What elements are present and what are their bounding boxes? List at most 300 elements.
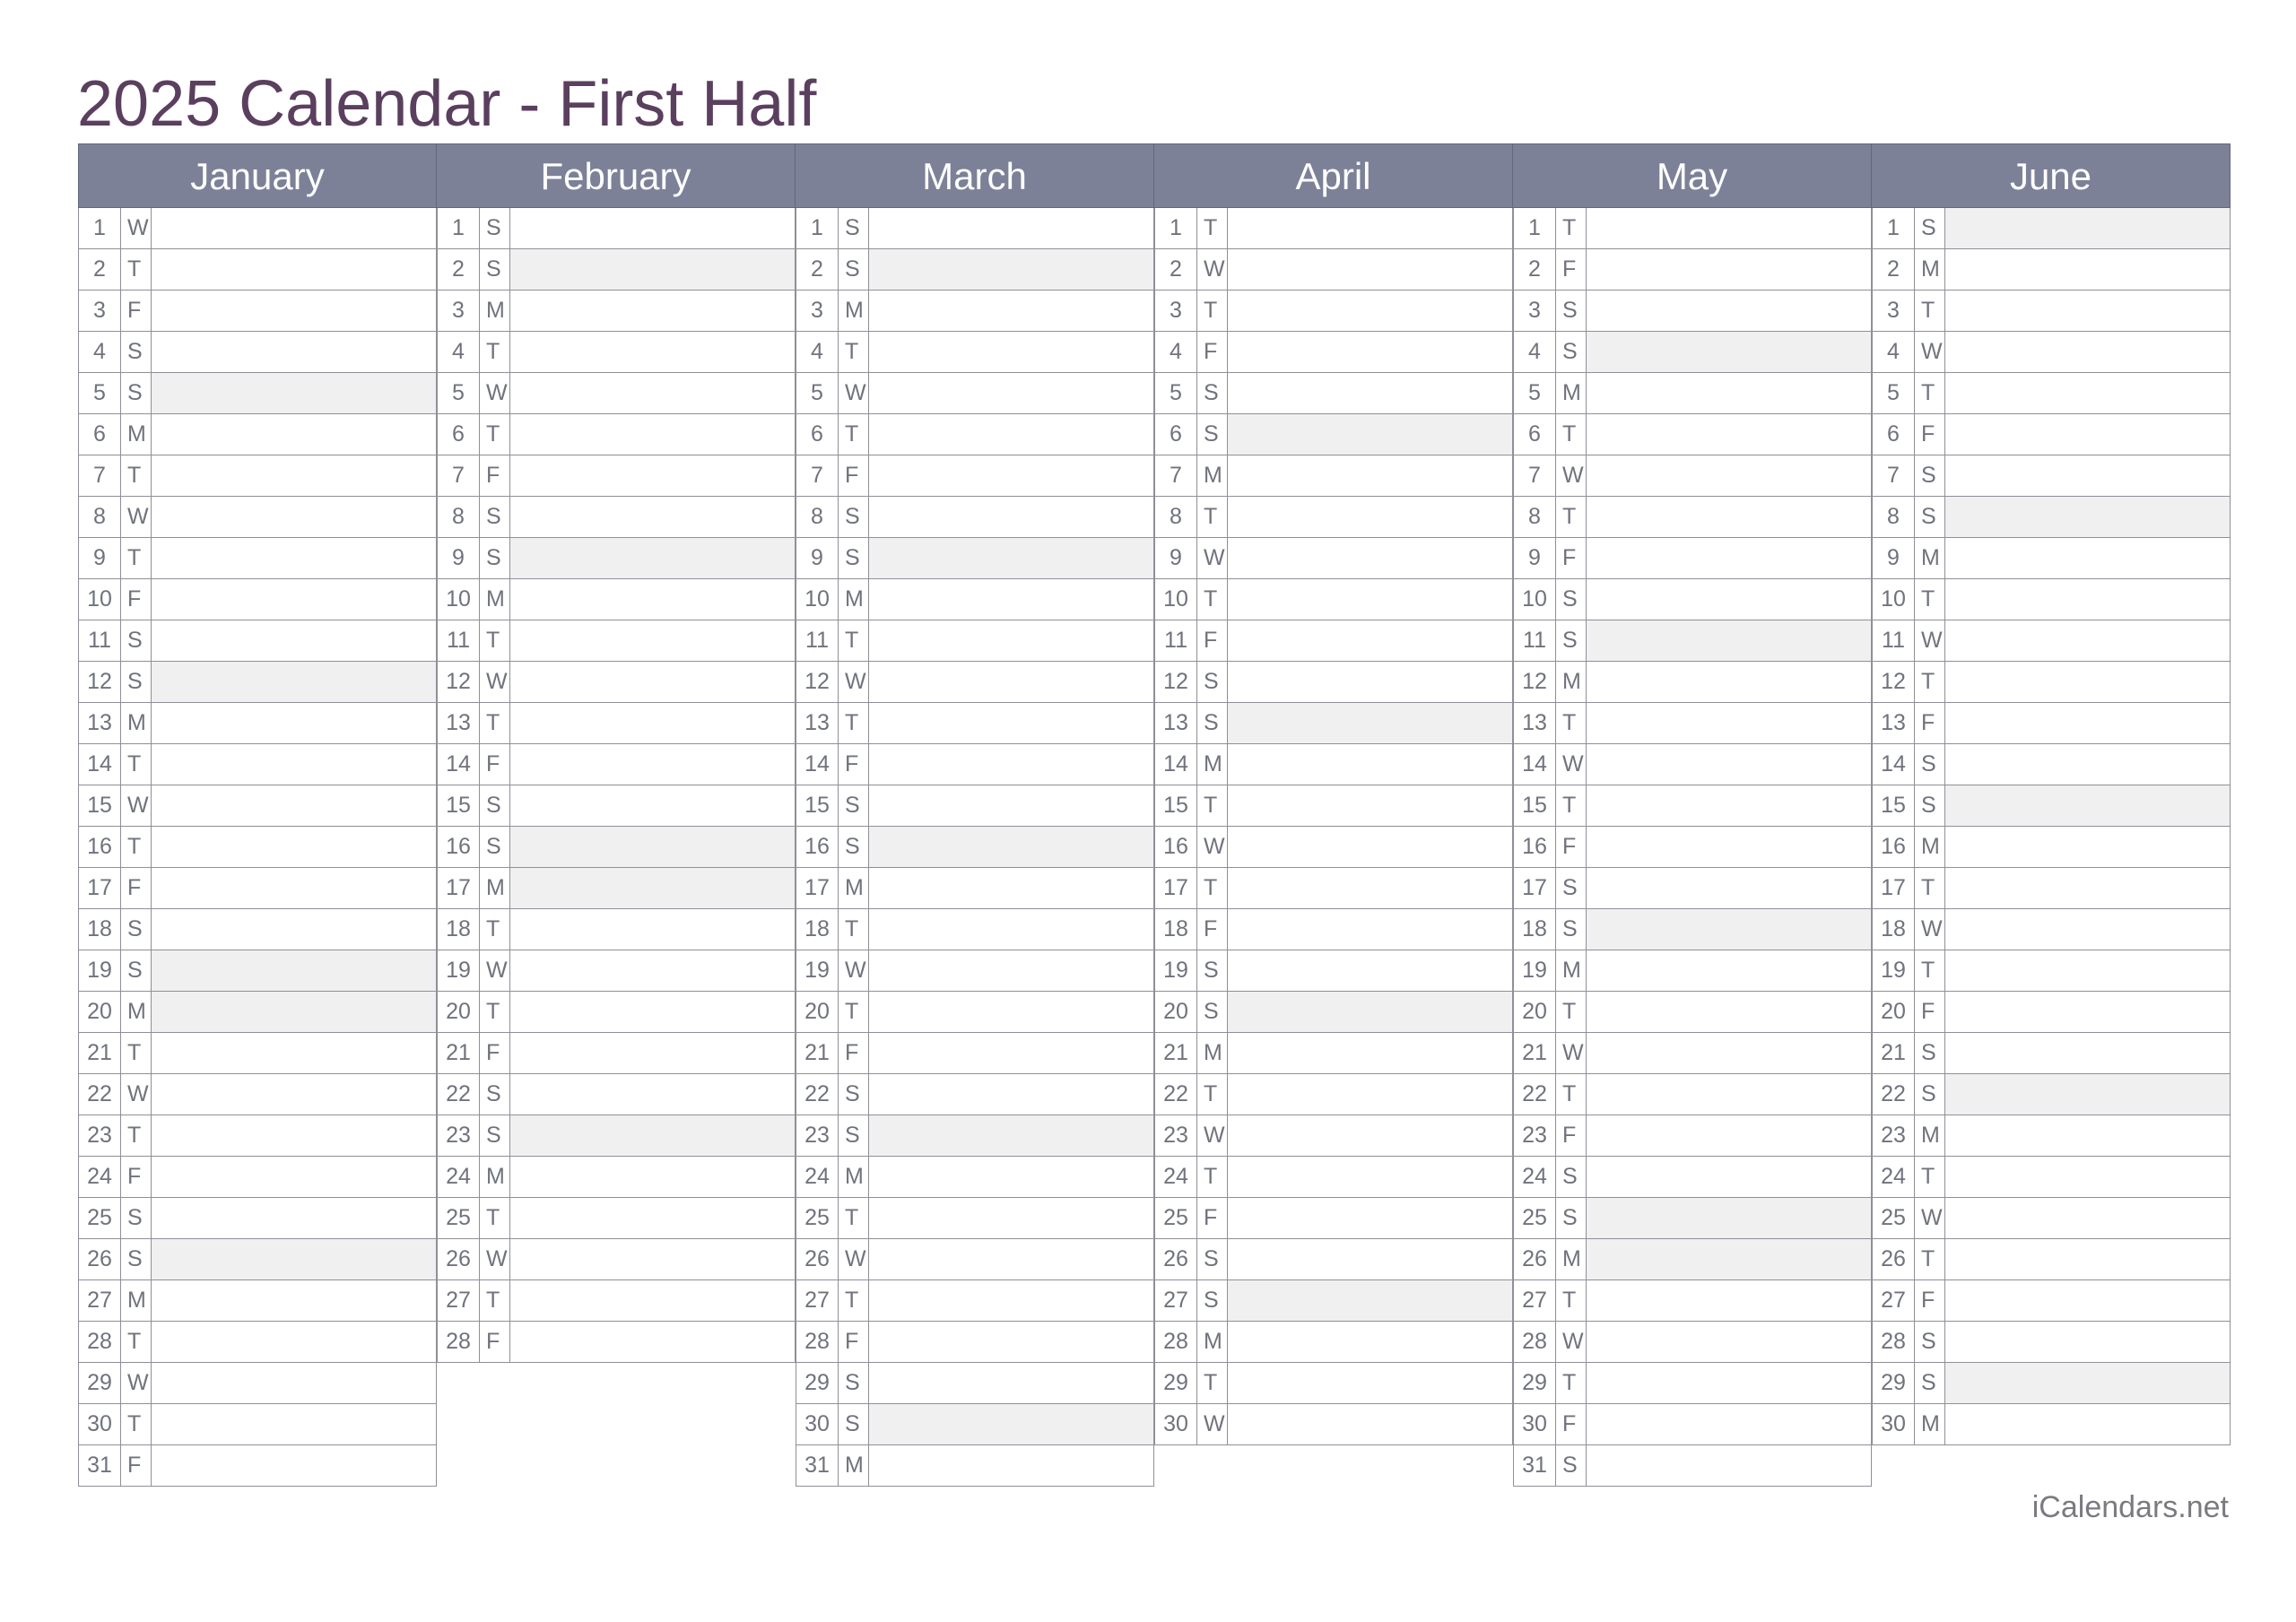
weekday-letter: M: [1915, 1115, 1945, 1156]
day-number: 9: [79, 538, 121, 578]
day-number: 3: [1155, 291, 1197, 331]
day-number: 9: [438, 538, 480, 578]
weekday-letter: S: [1197, 703, 1228, 743]
note-cell: [510, 703, 795, 743]
note-cell: [1228, 1198, 1512, 1238]
day-row: [1514, 1280, 1871, 1322]
day-number: 24: [1873, 1157, 1915, 1197]
day-row: [1873, 1198, 2230, 1239]
day-number: 1: [438, 208, 480, 248]
note-cell: [1228, 497, 1512, 537]
day-row: [1873, 909, 2230, 950]
day-row: [79, 992, 436, 1033]
day-row: [796, 785, 1153, 827]
day-number: 13: [1873, 703, 1915, 743]
day-number: 22: [1873, 1074, 1915, 1115]
day-number: 16: [1514, 827, 1556, 867]
weekday-letter: S: [839, 785, 869, 826]
day-number: 31: [796, 1445, 839, 1486]
note-cell: [152, 620, 436, 661]
day-number: 30: [79, 1404, 121, 1444]
day-row: [1155, 1157, 1512, 1198]
day-row: [79, 1404, 436, 1445]
weekday-letter: T: [1915, 1239, 1945, 1279]
day-row: [1514, 703, 1871, 744]
note-cell: [869, 703, 1153, 743]
day-row: [1873, 827, 2230, 868]
note-cell: [1945, 1239, 2230, 1279]
day-number: 13: [1155, 703, 1197, 743]
day-number: 15: [79, 785, 121, 826]
day-row: [1155, 662, 1512, 703]
day-number: 29: [796, 1363, 839, 1403]
note-cell: [510, 1280, 795, 1321]
day-number: 25: [438, 1198, 480, 1238]
note-cell: [1587, 414, 1871, 455]
month-header: January: [78, 143, 437, 208]
day-row: [1514, 744, 1871, 785]
weekday-letter: S: [839, 1115, 869, 1156]
weekday-letter: T: [839, 620, 869, 661]
day-number: 16: [1873, 827, 1915, 867]
note-cell: [869, 744, 1153, 785]
day-row: [1873, 785, 2230, 827]
day-number: 17: [1155, 868, 1197, 908]
weekday-letter: M: [480, 579, 510, 620]
day-row: [79, 785, 436, 827]
day-row: [1873, 497, 2230, 538]
day-row: [796, 1363, 1153, 1404]
day-row: [1155, 1363, 1512, 1404]
note-cell: [1587, 1363, 1871, 1403]
day-number: 5: [1873, 373, 1915, 413]
day-number: 12: [796, 662, 839, 702]
note-cell: [152, 1363, 436, 1403]
note-cell: [152, 414, 436, 455]
day-row: [438, 1198, 795, 1239]
month-header: March: [796, 143, 1154, 208]
day-number: 8: [796, 497, 839, 537]
day-number: 26: [1873, 1239, 1915, 1279]
day-number: 19: [1873, 950, 1915, 991]
day-row: [438, 1033, 795, 1074]
day-number: 3: [1873, 291, 1915, 331]
day-row: [438, 785, 795, 827]
day-number: 6: [438, 414, 480, 455]
weekday-letter: W: [121, 208, 152, 248]
weekday-letter: T: [1556, 785, 1587, 826]
weekday-letter: T: [1197, 291, 1228, 331]
weekday-letter: S: [1556, 579, 1587, 620]
note-cell: [1228, 1404, 1512, 1444]
day-row: [438, 827, 795, 868]
weekday-letter: S: [121, 332, 152, 372]
day-row: [438, 538, 795, 579]
day-row: [1873, 1033, 2230, 1074]
note-cell: [1587, 1280, 1871, 1321]
day-number: 1: [1873, 208, 1915, 248]
day-row: [438, 208, 795, 249]
day-number: 6: [79, 414, 121, 455]
note-cell: [152, 497, 436, 537]
day-row: [438, 1115, 795, 1157]
day-row: [1873, 1239, 2230, 1280]
note-cell: [1587, 909, 1871, 950]
day-number: 5: [438, 373, 480, 413]
weekday-letter: W: [839, 1239, 869, 1279]
weekday-letter: S: [1197, 950, 1228, 991]
day-row: [438, 291, 795, 332]
note-cell: [510, 497, 795, 537]
day-row: [79, 703, 436, 744]
weekday-letter: T: [839, 909, 869, 950]
weekday-letter: T: [1915, 291, 1945, 331]
day-number: 4: [1873, 332, 1915, 372]
weekday-letter: M: [1915, 827, 1945, 867]
note-cell: [510, 1115, 795, 1156]
weekday-letter: M: [1197, 1033, 1228, 1073]
day-row: [1873, 332, 2230, 373]
day-number: 17: [1873, 868, 1915, 908]
weekday-letter: S: [839, 1074, 869, 1115]
note-cell: [152, 1445, 436, 1486]
day-row: [438, 868, 795, 909]
note-cell: [869, 208, 1153, 248]
day-number: 1: [796, 208, 839, 248]
note-cell: [1228, 208, 1512, 248]
note-cell: [152, 744, 436, 785]
day-row: [1155, 1322, 1512, 1363]
weekday-letter: S: [1556, 1445, 1587, 1486]
day-row: [796, 662, 1153, 703]
note-cell: [510, 1074, 795, 1115]
note-cell: [869, 1445, 1153, 1486]
weekday-letter: W: [121, 1363, 152, 1403]
day-number: 21: [79, 1033, 121, 1073]
weekday-letter: S: [1197, 373, 1228, 413]
note-cell: [1945, 1280, 2230, 1321]
month-june: [1872, 143, 2231, 1445]
day-row: [1514, 785, 1871, 827]
day-list: [78, 208, 437, 1487]
note-cell: [1587, 332, 1871, 372]
day-number: 15: [1873, 785, 1915, 826]
weekday-letter: W: [121, 497, 152, 537]
note-cell: [510, 992, 795, 1032]
note-cell: [510, 744, 795, 785]
day-row: [796, 208, 1153, 249]
weekday-letter: T: [1197, 1363, 1228, 1403]
weekday-letter: T: [1556, 1280, 1587, 1321]
weekday-letter: T: [480, 909, 510, 950]
weekday-letter: S: [121, 950, 152, 991]
day-row: [1514, 1239, 1871, 1280]
note-cell: [1228, 332, 1512, 372]
day-number: 11: [438, 620, 480, 661]
weekday-letter: W: [1556, 744, 1587, 785]
day-row: [1514, 579, 1871, 620]
day-row: [1155, 785, 1512, 827]
day-row: [1514, 414, 1871, 455]
weekday-letter: T: [1915, 579, 1945, 620]
note-cell: [1945, 1404, 2230, 1444]
note-cell: [510, 1239, 795, 1279]
weekday-letter: M: [1556, 950, 1587, 991]
day-row: [796, 827, 1153, 868]
day-number: 6: [1514, 414, 1556, 455]
day-row: [1155, 579, 1512, 620]
day-row: [1873, 620, 2230, 662]
day-number: 14: [1514, 744, 1556, 785]
note-cell: [1945, 1363, 2230, 1403]
day-row: [1873, 1404, 2230, 1445]
day-number: 22: [796, 1074, 839, 1115]
weekday-letter: F: [480, 455, 510, 496]
day-row: [796, 703, 1153, 744]
day-list: [437, 208, 796, 1363]
weekday-letter: M: [1915, 249, 1945, 290]
day-row: [1155, 950, 1512, 992]
weekday-letter: M: [480, 868, 510, 908]
day-number: 4: [1155, 332, 1197, 372]
note-cell: [1587, 662, 1871, 702]
weekday-letter: F: [121, 1445, 152, 1486]
day-row: [79, 208, 436, 249]
day-row: [79, 868, 436, 909]
day-row: [79, 455, 436, 497]
day-number: 12: [1873, 662, 1915, 702]
day-number: 2: [1514, 249, 1556, 290]
day-row: [1155, 1280, 1512, 1322]
weekday-letter: S: [480, 249, 510, 290]
weekday-letter: T: [839, 332, 869, 372]
day-row: [1514, 1445, 1871, 1487]
month-may: [1513, 143, 1872, 1487]
day-number: 22: [438, 1074, 480, 1115]
note-cell: [1228, 909, 1512, 950]
day-row: [1514, 249, 1871, 291]
note-cell: [869, 497, 1153, 537]
day-row: [1873, 703, 2230, 744]
day-row: [796, 1198, 1153, 1239]
day-number: 6: [796, 414, 839, 455]
day-number: 19: [1155, 950, 1197, 991]
weekday-letter: M: [839, 1157, 869, 1197]
day-number: 15: [1155, 785, 1197, 826]
note-cell: [152, 1198, 436, 1238]
weekday-letter: M: [839, 1445, 869, 1486]
day-number: 15: [438, 785, 480, 826]
note-cell: [1945, 414, 2230, 455]
day-number: 30: [1873, 1404, 1915, 1444]
day-number: 8: [1155, 497, 1197, 537]
weekday-letter: S: [1556, 909, 1587, 950]
day-row: [79, 827, 436, 868]
day-row: [1514, 909, 1871, 950]
day-number: 24: [796, 1157, 839, 1197]
note-cell: [1587, 1074, 1871, 1115]
note-cell: [1945, 620, 2230, 661]
note-cell: [1587, 620, 1871, 661]
day-row: [1155, 291, 1512, 332]
note-cell: [510, 455, 795, 496]
weekday-letter: T: [1556, 208, 1587, 248]
note-cell: [1945, 868, 2230, 908]
note-cell: [869, 785, 1153, 826]
weekday-letter: W: [839, 373, 869, 413]
weekday-letter: S: [1915, 785, 1945, 826]
note-cell: [1228, 785, 1512, 826]
day-number: 1: [1514, 208, 1556, 248]
day-number: 21: [1873, 1033, 1915, 1073]
note-cell: [1945, 662, 2230, 702]
month-header: June: [1872, 143, 2231, 208]
weekday-letter: W: [480, 373, 510, 413]
weekday-letter: S: [121, 662, 152, 702]
day-row: [1514, 538, 1871, 579]
note-cell: [1228, 538, 1512, 578]
day-row: [438, 950, 795, 992]
weekday-letter: S: [480, 827, 510, 867]
weekday-letter: F: [1556, 827, 1587, 867]
weekday-letter: T: [121, 1115, 152, 1156]
weekday-letter: F: [1915, 1280, 1945, 1321]
note-cell: [869, 1074, 1153, 1115]
weekday-letter: M: [1556, 1239, 1587, 1279]
day-row: [796, 1322, 1153, 1363]
note-cell: [152, 992, 436, 1032]
weekday-letter: T: [1197, 579, 1228, 620]
note-cell: [1587, 455, 1871, 496]
note-cell: [1228, 868, 1512, 908]
note-cell: [1587, 1445, 1871, 1486]
note-cell: [1587, 249, 1871, 290]
weekday-letter: T: [839, 992, 869, 1032]
day-number: 24: [1514, 1157, 1556, 1197]
day-row: [1514, 662, 1871, 703]
day-row: [438, 744, 795, 785]
day-number: 14: [1873, 744, 1915, 785]
day-list: [796, 208, 1154, 1487]
day-row: [1514, 1404, 1871, 1445]
note-cell: [1587, 785, 1871, 826]
day-number: 5: [796, 373, 839, 413]
weekday-letter: M: [839, 291, 869, 331]
day-number: 7: [438, 455, 480, 496]
day-row: [1514, 1033, 1871, 1074]
day-row: [438, 1239, 795, 1280]
day-number: 10: [1873, 579, 1915, 620]
note-cell: [869, 455, 1153, 496]
day-number: 28: [1155, 1322, 1197, 1362]
day-number: 12: [1155, 662, 1197, 702]
note-cell: [510, 620, 795, 661]
note-cell: [1587, 1198, 1871, 1238]
weekday-letter: S: [480, 1115, 510, 1156]
day-number: 11: [79, 620, 121, 661]
day-number: 26: [438, 1239, 480, 1279]
note-cell: [1228, 414, 1512, 455]
weekday-letter: T: [480, 992, 510, 1032]
weekday-letter: F: [121, 291, 152, 331]
day-row: [1514, 1363, 1871, 1404]
weekday-letter: T: [839, 703, 869, 743]
note-cell: [869, 992, 1153, 1032]
day-row: [1873, 1115, 2230, 1157]
day-number: 11: [796, 620, 839, 661]
note-cell: [510, 1033, 795, 1073]
weekday-letter: S: [121, 1239, 152, 1279]
day-row: [1514, 992, 1871, 1033]
note-cell: [1228, 620, 1512, 661]
day-number: 2: [1873, 249, 1915, 290]
note-cell: [152, 455, 436, 496]
day-number: 27: [1873, 1280, 1915, 1321]
day-number: 9: [1873, 538, 1915, 578]
note-cell: [152, 662, 436, 702]
day-row: [438, 1074, 795, 1115]
weekday-letter: F: [480, 1322, 510, 1362]
note-cell: [1945, 373, 2230, 413]
weekday-letter: F: [121, 579, 152, 620]
weekday-letter: M: [1197, 1322, 1228, 1362]
day-row: [796, 1157, 1153, 1198]
day-row: [438, 662, 795, 703]
note-cell: [1228, 1074, 1512, 1115]
weekday-letter: F: [1556, 249, 1587, 290]
weekday-letter: S: [1556, 332, 1587, 372]
weekday-letter: S: [1556, 291, 1587, 331]
day-row: [1155, 208, 1512, 249]
note-cell: [1587, 1157, 1871, 1197]
day-number: 15: [1514, 785, 1556, 826]
day-number: 11: [1873, 620, 1915, 661]
note-cell: [510, 291, 795, 331]
day-row: [438, 455, 795, 497]
day-number: 23: [438, 1115, 480, 1156]
day-row: [1873, 208, 2230, 249]
note-cell: [1945, 579, 2230, 620]
weekday-letter: T: [1915, 373, 1945, 413]
month-march: [796, 143, 1154, 1487]
note-cell: [869, 291, 1153, 331]
day-row: [1155, 1239, 1512, 1280]
weekday-letter: T: [839, 1280, 869, 1321]
day-row: [1873, 1280, 2230, 1322]
day-row: [796, 538, 1153, 579]
day-row: [438, 703, 795, 744]
day-row: [79, 414, 436, 455]
day-row: [1155, 497, 1512, 538]
note-cell: [869, 662, 1153, 702]
weekday-letter: T: [1915, 1157, 1945, 1197]
day-number: 23: [1514, 1115, 1556, 1156]
note-cell: [869, 1198, 1153, 1238]
note-cell: [152, 1033, 436, 1073]
site-credit: iCalendars.net: [2031, 1490, 2229, 1524]
note-cell: [152, 1239, 436, 1279]
note-cell: [1945, 538, 2230, 578]
day-number: 25: [1155, 1198, 1197, 1238]
weekday-letter: T: [480, 1280, 510, 1321]
day-number: 18: [1873, 909, 1915, 950]
note-cell: [1587, 744, 1871, 785]
weekday-letter: M: [1556, 662, 1587, 702]
weekday-letter: M: [480, 1157, 510, 1197]
day-row: [796, 992, 1153, 1033]
weekday-letter: S: [480, 497, 510, 537]
weekday-letter: T: [1556, 703, 1587, 743]
